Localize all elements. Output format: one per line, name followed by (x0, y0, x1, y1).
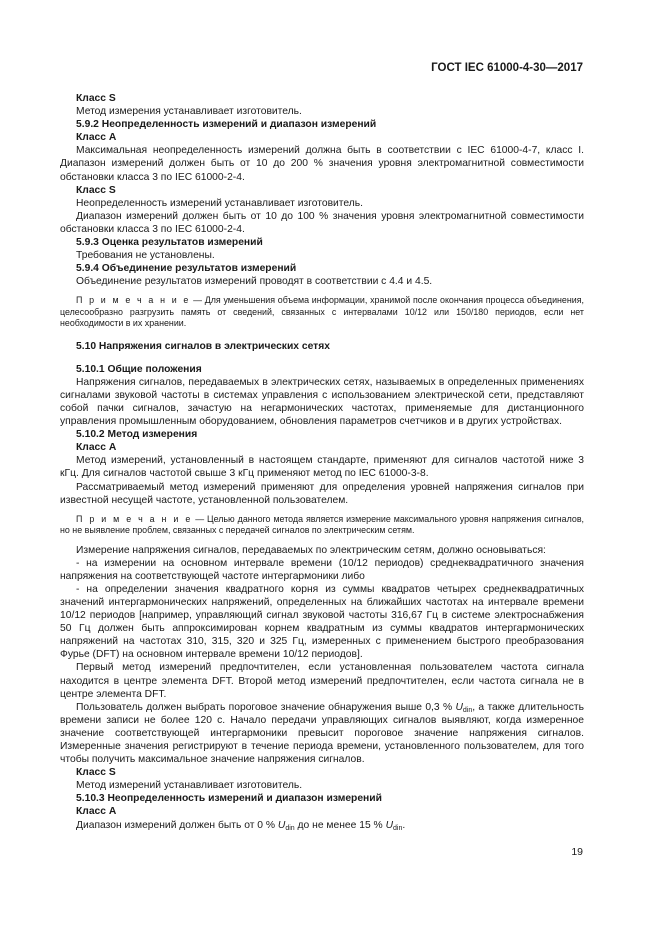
note-label: П р и м е ч а н и е (76, 513, 193, 524)
page-content (60, 92, 584, 832)
text-run: . (402, 819, 406, 831)
text-run: до не менее 15 % (294, 819, 386, 831)
text-run: Диапазон измерений должен быть от 0 % (76, 819, 278, 831)
note-text: — Для уменьшения объема информации, хранимой после окончания процесса объединения, целесообразно разгрузить память от сведений, связанных с интервалами 10/12 или 150/180 периодов, если нет необходимости в их хранении. (60, 295, 584, 329)
class-a-heading: Класс А (76, 806, 117, 818)
paragraph: Метод измерений устанавливает изготовитель. (76, 780, 303, 792)
list-item: - на измерении на основном интервале времени (10/12 периодов) среднеквадратичного значения напряжения на соответствующей частоте интергармоники либо (60, 557, 584, 582)
symbol-u: U (385, 819, 393, 831)
paragraph-range (60, 819, 584, 832)
note-1 (60, 295, 584, 329)
spacer (60, 537, 584, 544)
note-label: П р и м е ч а н и е (76, 295, 191, 306)
subscript-din: din (462, 706, 473, 714)
spacer (60, 507, 584, 514)
symbol-u: U (455, 701, 463, 713)
section-heading-5-9-4: 5.9.4 Объединение результатов измерений (76, 263, 297, 275)
text-run: Пользователь должен выбрать пороговое значение обнаружения выше 0,3 % (76, 701, 456, 713)
class-a-heading: Класс А (76, 132, 117, 144)
paragraph: Рассматриваемый метод измерений применяют для определения уровней напряжения сигналов при известной несущей частоте, установленной пользователем. (60, 481, 584, 506)
paragraph: Максимальная неопределенность измерений должна быть в соответствии с IEC 61000-4-7, класс I. Диапазон измерений должен быть от 10 до 200 % значения уровня электромагнитной совместимости обстановки класса 3 по IEC 61000-2-4. (60, 145, 584, 183)
section-heading-5-10-3: 5.10.3 Неопределенность измерений и диапазон измерений (76, 793, 382, 805)
paragraph: Метод измерения устанавливает изготовитель. (76, 106, 302, 118)
spacer (60, 330, 584, 340)
note-text: — Целью данного метода является измерение максимального уровня напряжения сигналов, но не выявление проблем, связанных с передачей сигналов по электрическим сетям. (60, 513, 585, 536)
section-heading-5-10: 5.10 Напряжения сигналов в электрических сетях (76, 340, 330, 352)
paragraph: Измерение напряжения сигналов, передаваемых по электрическим сетям, должно основываться: (76, 544, 546, 556)
spacer (60, 353, 584, 363)
section-heading-5-9-2: 5.9.2 Неопределенность измерений и диапазон измерений (76, 119, 377, 131)
paragraph: Требования не установлены. (76, 250, 215, 262)
paragraph: Метод измерений, установленный в настоящем стандарте, применяют для сигналов частотой ниже 3 кГц. Для сигналов частотой свыше 3 кГц применяют метод по IEC 61000-3-8. (60, 455, 584, 480)
spacer (60, 288, 584, 295)
section-heading-5-10-1: 5.10.1 Общие положения (76, 363, 202, 375)
standard-header: ГОСТ IEC 61000-4-30—2017 (431, 62, 583, 74)
paragraph: Объединение результатов измерений проводят в соответствии с 4.4 и 4.5. (76, 276, 433, 288)
class-a-heading: Класс А (76, 442, 117, 454)
paragraph: Первый метод измерений предпочтителен, если установленная пользователем частота сигнала находится в центре элемента DFT. Второй метод измерений предпочтителен, если частота сигнала не в центре элемента DFT. (60, 662, 584, 700)
symbol-u: U (277, 819, 286, 831)
paragraph: Диапазон измерений должен быть от 10 до 100 % значения уровня электромагнитной совместимости обстановки класса 3 по IEC 61000-2-4. (60, 210, 584, 235)
subscript-din: din (285, 824, 295, 832)
subscript-din: din (393, 824, 403, 832)
text-run: , а также длительность времени записи не более 120 с. Начало передачи управляющих сигналов выявляют, когда измеренное значение соответствующей интергармоники превысит пороговое значение напряжения сигналов. Измеренные значения регистрируют в течение периода времени, установленного пользователем, для того чтобы получить максимальное значение напряжения сигналов. (60, 701, 584, 766)
class-s-heading: Класс S (76, 767, 116, 779)
note-2 (60, 514, 584, 537)
page-number: 19 (571, 846, 583, 858)
section-heading-5-9-3: 5.9.3 Оценка результатов измерений (76, 237, 263, 249)
paragraph-threshold (60, 701, 584, 766)
class-s-heading: Класс S (76, 184, 116, 196)
paragraph: Неопределенность измерений устанавливает изготовитель. (76, 197, 364, 209)
paragraph: Напряжения сигналов, передаваемых в электрических сетях, называемых в определенных применениях сигналами звуковой частоты в системах управления с использованием электрической сети, представляют собой пачки сигналов, зачастую на негармонических частотах, применяемые для дистанционного управления промышленным оборудованием, обновления параметров счетчиков и в других устройствах. (60, 376, 584, 428)
section-heading-5-10-2: 5.10.2 Метод измерения (76, 429, 198, 441)
list-item: - на определении значения квадратного корня из суммы квадратов четырех среднеквадратичных значений интергармонических напряжений, определенных на ближайших частотах на интервале времени 10/12 периодов [например, управляющий сигнал звуковой частоты 316,67 Гц в системе электроснабжения 50 Гц должен быть аппроксимирован корнем квадратным из суммы квадратов интергармонических напряжений на частотах 310, 315, 320 и 325 Гц, измеренных с применением быстрого преобразования Фурье (DFT) на основном интервале времени 10/12 периодов]. (60, 583, 584, 661)
class-s-heading: Класс S (76, 93, 116, 104)
